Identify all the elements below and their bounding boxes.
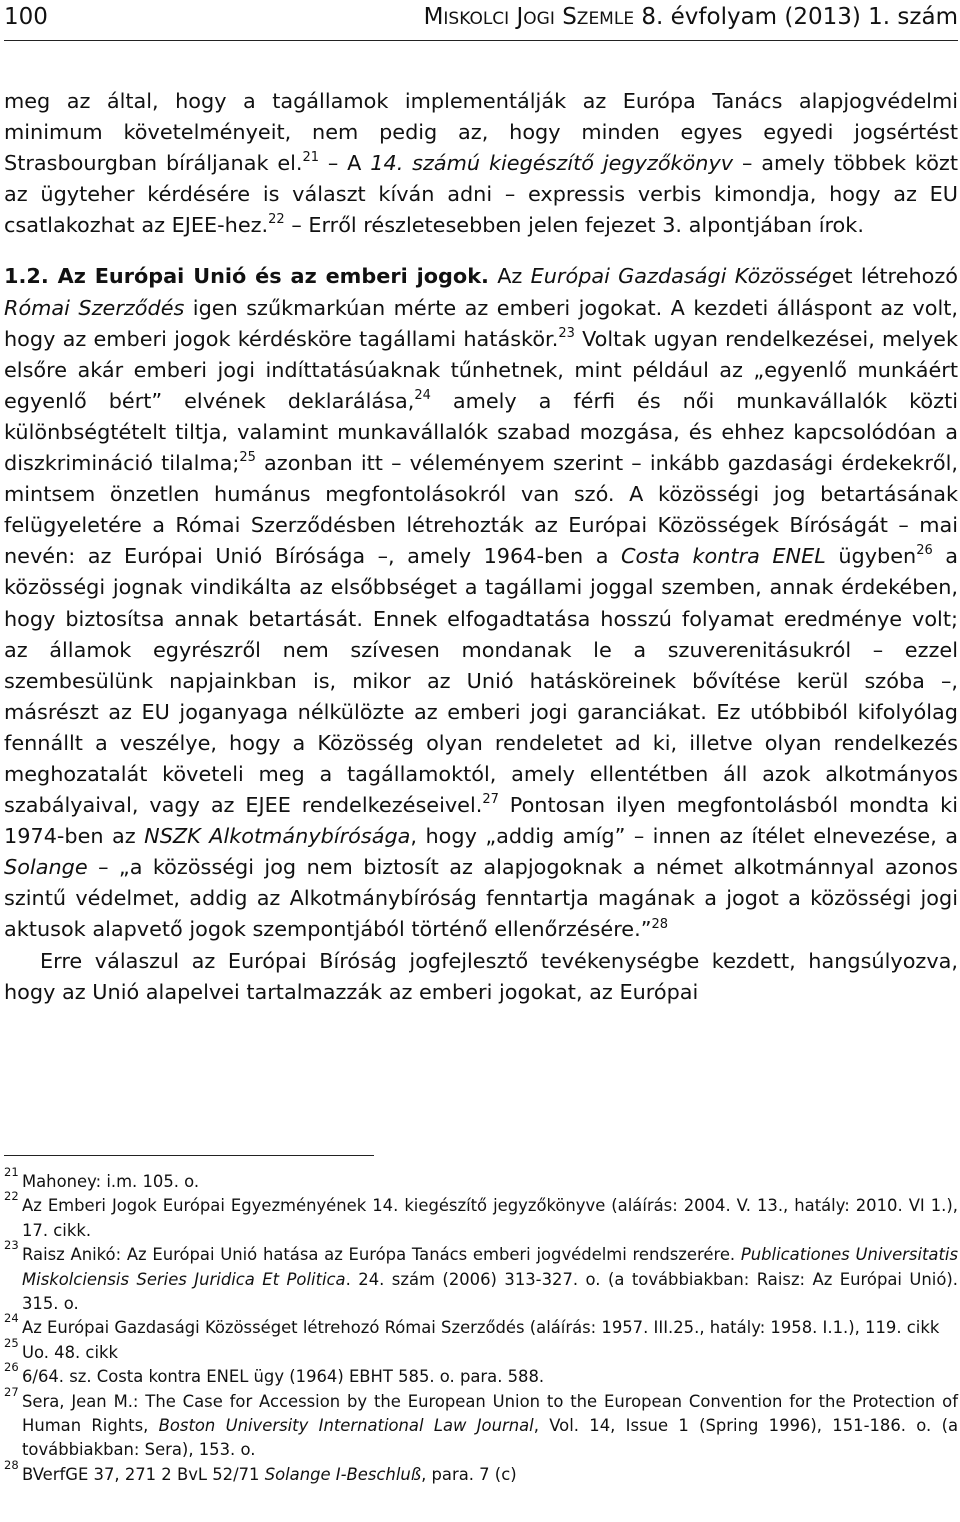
header-rule — [4, 40, 958, 41]
text-run: Az — [488, 264, 531, 289]
journal-title — [424, 2, 958, 34]
text-run: meg az által, hogy a tagállamok implementálják az Európa Tanács alapjogvédelmi minimum követelményeit, nem pedig az, hogy minden egyes egyedi jogsértést Strasbourgban bíráljanak el. — [4, 89, 958, 176]
footnote-ref: 27 — [482, 792, 499, 808]
footnotes — [4, 1165, 959, 1487]
body-text — [4, 86, 958, 1008]
footnote-number: 21 — [4, 1165, 19, 1179]
footnote-number: 26 — [4, 1360, 19, 1375]
section-heading: 1.2. Az Európai Unió és az emberi jogok. — [4, 264, 489, 289]
footnote-text: . 24. szám (2006) 313-327. o. (a továbbiakban: Raisz: Az Európai Unió). 315. o. — [22, 1269, 958, 1314]
footnote-ref: 28 — [651, 916, 669, 932]
journal-title-part: S — [562, 4, 577, 30]
text-run: Voltak ugyan rendelkezései, melyek elsőre akár emberi jogi indíttatásúaknak tűnhetnek, mint például az „egyenlő munkáért egyenlő bért” elvének deklarálása, — [4, 326, 959, 413]
footnote-text: BVerfGE 37, 271 2 BvL 52/71 — [22, 1464, 265, 1484]
footnote-text: Sera, Jean M.: The Case for Accession by the European Union to the European Convention for the Protection of Human Rights, — [22, 1391, 958, 1436]
footnote-text: Az Emberi Jogok Európai Egyezményének 14. kiegészítő jegyzőkönyve (aláírás: 2004. V. 13., hatály: 2010. VI 1.), 17. cikk. — [22, 1196, 958, 1240]
footnote-ref: 23 — [558, 325, 575, 341]
footnote-italic: Publicationes Universitatis Miskolciensis Series Juridica Et Politica — [22, 1245, 958, 1289]
text-run: Erre válaszul az Európai Bíróság jogfejlesztő tevékenységbe kezdett, hangsúlyozva, hogy az Unió alapelvei tartalmazzák az emberi jogokat, az Európai — [4, 948, 958, 1004]
italic-text: Római Szerződés — [4, 295, 185, 320]
paragraph — [4, 86, 958, 241]
text-run: – A — [319, 151, 371, 176]
italic-text: NSZK Alkotmánybírósága — [144, 824, 411, 849]
text-run: – Erről részletesebben jelen fejezet 3. alpontjában írok. — [284, 213, 864, 238]
journal-title-part: OGI — [523, 9, 555, 29]
footnote — [4, 1165, 958, 1194]
running-header — [4, 2, 958, 38]
footnote-number: 27 — [4, 1384, 19, 1399]
footnote-text: , para. 7 (c) — [421, 1464, 517, 1484]
footnote — [4, 1360, 958, 1389]
footnote-number: 23 — [4, 1238, 19, 1253]
footnote-text: Raisz Anikó: Az Európai Unió hatása az Európa Tanács emberi jogvédelmi rendszerére. — [22, 1245, 741, 1265]
footnote-ref: 26 — [916, 543, 933, 559]
footnote-ref: 24 — [414, 387, 431, 403]
footnote-number: 25 — [4, 1335, 19, 1350]
journal-issue: 8. évfolyam (2013) 1. szám — [641, 4, 958, 30]
footnote — [4, 1457, 958, 1487]
footnote-ref: 22 — [268, 212, 285, 228]
text-run: , hogy „addig amíg” – innen az ítélet elnevezése, a — [410, 824, 958, 849]
footnote-ref: 21 — [302, 150, 320, 166]
footnote-ref: 25 — [239, 450, 256, 466]
footnote-text: Uo. 48. cikk — [22, 1342, 118, 1362]
footnote-text: Mahoney: i.m. 105. o. — [22, 1172, 200, 1191]
footnote-italic: Boston University International Law Journal — [158, 1416, 534, 1436]
page-number: 100 — [4, 4, 48, 30]
footnote-separator — [4, 1155, 374, 1156]
footnote-italic: Solange I-Beschluß — [264, 1464, 422, 1484]
footnote-text: Az Európai Gazdasági Közösséget létrehozó Római Szerződés (aláírás: 1957. III.25., hatály: 1958. I.1.), 119. cikk — [22, 1318, 940, 1338]
journal-title-part: ISKOLCI — [443, 9, 510, 29]
journal-title-part: ZEMLE — [576, 9, 635, 29]
footnote-number: 22 — [4, 1189, 19, 1204]
italic-text: Costa kontra ENEL — [620, 544, 826, 569]
text-run: – „a közösségi jog nem biztosít az alapjogoknak a német alkotmánnyal azonos szintű védelmet, addig az Alkotmánybíróság fenntartja magának a jogot a közösségi jogi aktusok alapvető jogok szempontjából történő ellenőrzésére.” — [4, 855, 958, 942]
footnote — [4, 1311, 958, 1340]
text-run: – amely többek közt az ügyteher kérdésére is választ kíván adni – expressis verbis kimondja, hogy az EU csatlakozhat az EJEE-hez. — [4, 151, 958, 238]
text-run: amely a férfi és női munkavállalók közti különbségtételt tiltja, valamint munkavállalók szabad mozgása, és ehhez kapcsolódóan a diszkrimináció tilalma; — [4, 388, 958, 476]
footnote — [4, 1238, 958, 1316]
footnote-text: 6/64. sz. Costa kontra ENEL ügy (1964) EBHT 585. o. para. 588. — [22, 1367, 545, 1387]
footnote — [4, 1384, 959, 1463]
italic-text: 14. számú kiegészítő jegyzőkönyv — [370, 151, 734, 176]
journal-title-part: M — [423, 4, 444, 30]
italic-text: Solange — [4, 855, 88, 880]
italic-text: Európai Gazdasági Közösség — [530, 264, 832, 289]
text-run: Pontosan ilyen megfontolásból mondta ki 1974-ben az — [4, 793, 958, 849]
footnote-text: , Vol. 14, Issue 1 (Spring 1996), 151-186. o. (a továbbiakban: Sera), 153. o. — [22, 1416, 959, 1460]
paragraph — [4, 946, 958, 1008]
footnote — [4, 1335, 958, 1365]
text-run: ügyben — [825, 544, 917, 569]
text-run: a közösségi jognak vindikálta az elsőbbséget a tagállami joggal szemben, annak érdekében, hogy biztosítsa annak betartását. Ennek elfogadtatása hosszú folyamat eredménye volt; az államok egyrészről nem szívesen mondanak le a szuverenitásukról – ezzel szembesülünk napjainkban is, mikor az Unió hatásköreinek bővítése kerül szóba –, másrészt az EU joganyaga nélkülözte az emberi jogi garanciákat. Ez utóbbiból kifolyólag fennállt a veszélye, hogy a Közösség olyan rendeletet ad ki, illetve olyan rendelkezés meghozatalát követeli meg a tagállamoktól, amely ellentétben áll azok alkotmányos szabályaival, vagy az EJEE rendelkezéseivel. — [4, 544, 959, 818]
text-run: azonban itt – véleményem szerint – inkább gazdasági érdekekről, mintsem önzetlen humánus megfontolásokról van szó. A közösségi jog betartásának felügyeletére a Római Szerződésben létrehozták az Európai Közösségek Bíróságát – mai nevén: az Európai Unió Bírósága –, amely 1964-ben a — [4, 451, 959, 569]
paragraph — [4, 261, 958, 945]
text-run: et létrehozó — [831, 264, 958, 289]
footnote — [4, 1189, 958, 1243]
footnote-number: 28 — [4, 1457, 19, 1472]
footnote-number: 24 — [4, 1311, 19, 1326]
journal-title-part: J — [516, 4, 524, 30]
text-run: igen szűkmarkúan mérte az emberi jogokat. A kezdeti álláspont az volt, hogy az emberi jogok kérdésköre tagállami hatáskör. — [4, 295, 958, 351]
